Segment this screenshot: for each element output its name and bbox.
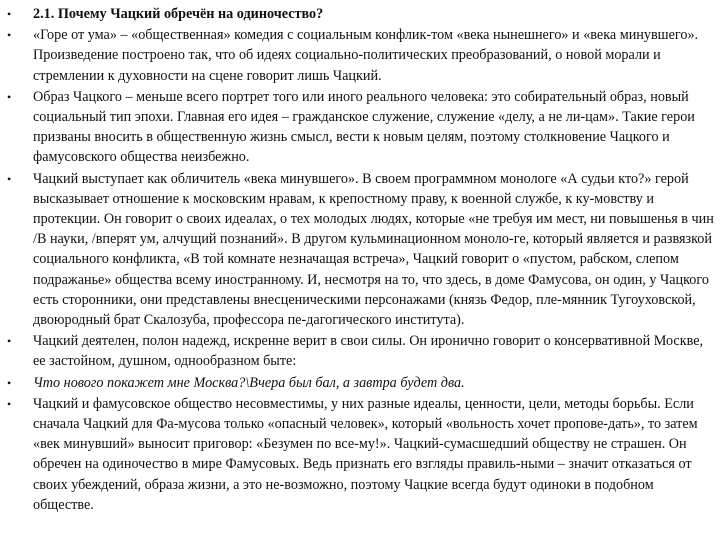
- bullet-icon: •: [7, 396, 12, 411]
- paragraph-text: Чацкий деятелен, полон надежд, искренне верит в свои силы. Он иронично говорит о консервативной Москве, ее застойном, душном, однообразном быте:: [33, 333, 704, 370]
- paragraph-text: Чацкий выступает как обличитель «века минувшего». В своем программном монологе «А судьи кто?» герой высказывает отношение к московским нравам, к крепостному праву, к военной службе, к ку-мовству и протекции. Он говорит о своих идеалах, о тех молодых людях, которые «не требуя им мест, ни повышенья в чин /В науки, /вперят ум, алчущий познаний». В другом кульминационном моноло-ге, который является и развязкой социального конфликта, «В той комнате незначащая встреча», Чацкий говорит о «пустом, рабском, слепом подражанье» общества всему иностранному. И, несмотря на то, что здесь, в доме Фамусова, он один, у Чацкого есть сторонники, они представлены внесценическими персонажами (князь Федор, пле-мянник Тугоуховской, двоюродный брат Скалозуба, профессора пе-дагогического института).: [33, 170, 714, 329]
- paragraph-text: «Горе от ума» – «общественная» комедия с социальным конфлик-том «века нынешнего» и «века минувшего». Произведение построено так, что об идеях социально-политических преобразований, о новой морали и стремлении к духовности на сцене говорит лишь Чацкий.: [33, 27, 699, 84]
- bullet-icon: •: [7, 171, 12, 186]
- paragraph-text: Чацкий и фамусовское общество несовместимы, у них разные идеалы, ценности, цели, методы борьбы. Если сначала Чацкий для Фа-мусова только «опасный человек», который «вольность хочет пропове-дать», то затем «век минувший» выносит приговор: «Безумен по все-му!». Чацкий-сумасшедший обществу не страшен. Он обречен на одиночество в мире Фамусовых. Ведь признать его взгляды правиль-ными – значит отказаться от своих убеждений, образа жизни, а это не-возможно, поэтому Чацкие всегда будут одиноки в подобном обществе.: [33, 395, 698, 513]
- section-title: 2.1. Почему Чацкий обречён на одиночество?: [33, 6, 324, 22]
- list-item-quote: [0, 373, 720, 393]
- bullet-icon: •: [7, 334, 12, 349]
- bullet-icon: •: [7, 28, 12, 43]
- list-item: [0, 87, 720, 168]
- bullet-icon: •: [7, 375, 12, 390]
- list-item: [0, 394, 720, 515]
- list-item: [0, 25, 720, 86]
- list-item-title: [0, 4, 720, 24]
- bullet-icon: •: [7, 89, 12, 104]
- quote-text: Что нового покажет мне Москва?\Вчера был бал, а завтра будет два.: [33, 374, 465, 391]
- document-page: [0, 4, 720, 516]
- list-item: [0, 331, 720, 371]
- bullet-list: [0, 4, 720, 515]
- paragraph-text: Образ Чацкого – меньше всего портрет того или иного реального человека: это собирательный образ, новый социальный тип эпохи. Главная его идея – гражданское служение, служение «делу, а не ли-цам». Такие герои призваны вносить в общественную жизнь смысл, вести к новым целям, поэтому столкновение Чацкого и фамусовского общества неизбежно.: [33, 88, 695, 166]
- list-item: [0, 169, 720, 331]
- bullet-icon: •: [7, 7, 12, 21]
